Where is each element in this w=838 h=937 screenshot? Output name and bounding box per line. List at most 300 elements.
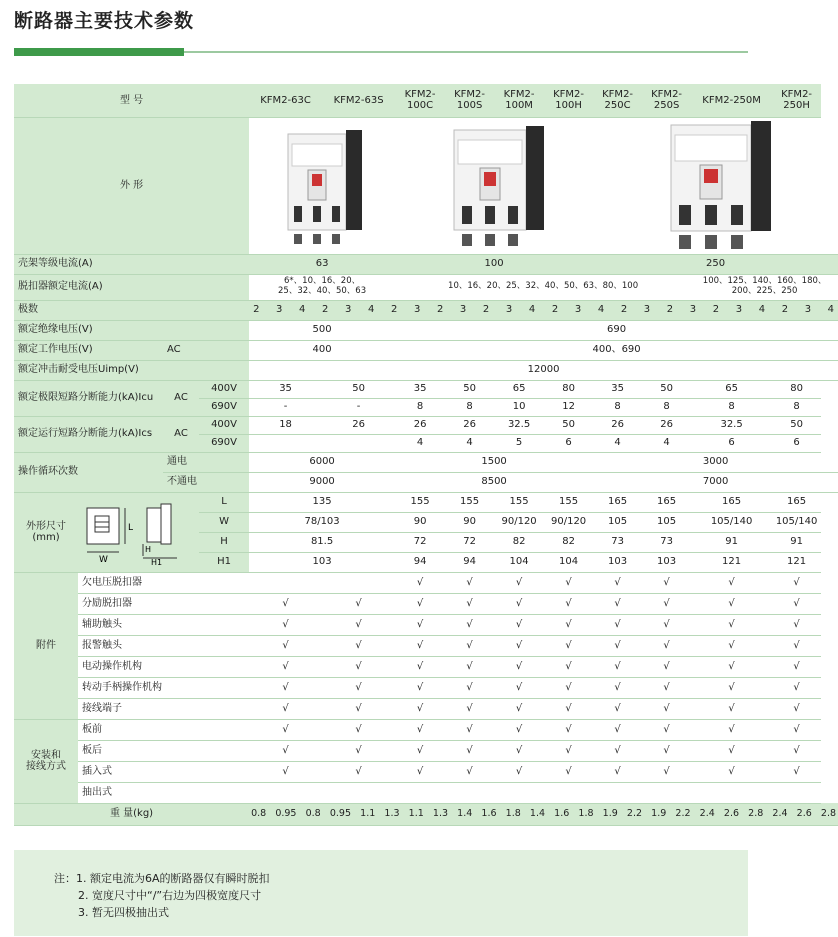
value-cell: 8 [593, 398, 642, 416]
check-mark: √ [395, 677, 445, 698]
value-cell: 12000 [249, 360, 838, 380]
value-cell: 50 [322, 380, 395, 398]
ics-label: 额定运行短路分断能力(kA)Ics [14, 416, 163, 452]
pole-value: 2 [253, 304, 260, 316]
check-mark: √ [249, 698, 322, 719]
check-mark: √ [445, 761, 494, 782]
check-mark: √ [691, 572, 772, 593]
value-cell: 690 [395, 320, 838, 340]
weight-value: 1.8 [578, 807, 594, 819]
check-mark: √ [445, 677, 494, 698]
value-cell: 155 [445, 492, 494, 512]
installation-group-label [14, 719, 78, 803]
check-mark: √ [544, 593, 593, 614]
dimensions-label [14, 492, 78, 572]
dim-w-mark: W [98, 555, 108, 565]
check-mark [395, 782, 445, 803]
poles-label: 极数 [14, 300, 249, 320]
check-mark: √ [691, 614, 772, 635]
check-mark: √ [544, 719, 593, 740]
check-mark [249, 572, 322, 593]
check-mark: √ [249, 719, 322, 740]
value-cell: 165 [691, 492, 772, 512]
pole-value: 3 [413, 304, 421, 316]
check-mark: √ [322, 677, 395, 698]
model-name: KFM2-250H [772, 84, 821, 117]
value-cell: 50 [445, 380, 494, 398]
weight-value: 1.6 [554, 807, 570, 819]
pole-value: 4 [597, 304, 605, 316]
page-title: 断路器主要技术参数 [14, 10, 195, 32]
check-mark: √ [322, 656, 395, 677]
impulse-voltage-row [14, 360, 838, 380]
voltage-label: 690V [199, 434, 249, 452]
accessory-row [14, 614, 838, 635]
check-mark: √ [772, 719, 821, 740]
dimensions-label-line1: 外形尺寸 [26, 520, 66, 532]
check-mark: √ [772, 614, 821, 635]
model-row [14, 84, 838, 117]
pole-value: 3 [276, 304, 283, 316]
model-name: KFM2-250M [691, 84, 772, 117]
check-mark: √ [445, 698, 494, 719]
value-cell: 6 [691, 434, 772, 452]
accessory-row [14, 635, 838, 656]
check-mark: √ [691, 698, 772, 719]
pole-value: 2 [666, 304, 674, 316]
check-mark: √ [593, 761, 642, 782]
check-mark: √ [691, 677, 772, 698]
value-cell: 9000 [249, 472, 395, 492]
model-name: KFM2-250S [642, 84, 691, 117]
value-cell: 90/120 [494, 512, 544, 532]
value-cell: 103 [642, 552, 691, 572]
weight-value: 2.2 [675, 807, 691, 819]
check-mark: √ [395, 635, 445, 656]
value-cell: 100、125、140、160、180、200、225、250 [691, 274, 838, 300]
value-cell: 165 [593, 492, 642, 512]
value-cell: 91 [691, 532, 772, 552]
check-mark: √ [544, 614, 593, 635]
check-mark: √ [544, 761, 593, 782]
value-cell: 8 [395, 398, 445, 416]
check-mark: √ [445, 656, 494, 677]
check-mark: √ [395, 614, 445, 635]
check-mark: √ [544, 656, 593, 677]
pole-value: 3 [735, 304, 743, 316]
check-mark: √ [494, 761, 544, 782]
weight-value: 1.1 [408, 807, 424, 819]
value-cell: 105 [593, 512, 642, 532]
weight-value: 1.3 [384, 807, 400, 819]
check-mark: √ [445, 614, 494, 635]
poles-row [14, 300, 838, 320]
value-cell: 1500 [395, 452, 593, 472]
icu-row-400 [14, 380, 838, 398]
ac-label: AC [163, 416, 199, 452]
pole-value: 2 [712, 304, 720, 316]
check-mark: √ [691, 593, 772, 614]
installation-row [14, 719, 838, 740]
pole-value: 2 [482, 304, 490, 316]
voltage-label: 400V [199, 380, 249, 398]
value-cell: 78/103 [249, 512, 395, 532]
check-mark: √ [494, 719, 544, 740]
pole-value: 3 [643, 304, 651, 316]
dim-key: W [199, 512, 249, 532]
pole-value: 3 [459, 304, 467, 316]
pole-value: 2 [781, 304, 789, 316]
value-cell: 26 [445, 416, 494, 434]
value-cell: 65 [691, 380, 772, 398]
check-mark: √ [249, 614, 322, 635]
weight-value: 1.1 [360, 807, 376, 819]
pole-value: 3 [574, 304, 582, 316]
cycles-row-on [14, 452, 838, 472]
check-mark: √ [642, 656, 691, 677]
pole-value: 2 [436, 304, 444, 316]
insulation-voltage-row [14, 320, 838, 340]
value-cell: 82 [544, 532, 593, 552]
check-mark: √ [322, 698, 395, 719]
accessory-item-label: 报警触头 [78, 635, 249, 656]
check-mark [445, 782, 494, 803]
check-mark: √ [544, 572, 593, 593]
weight-value: 1.4 [529, 807, 546, 819]
weight-value: 0.95 [329, 807, 352, 819]
model-name: KFM2-100H [544, 84, 593, 117]
value-cell: 105/140 [772, 512, 821, 532]
value-cell: 80 [772, 380, 821, 398]
working-voltage-row [14, 340, 838, 360]
value-cell: 12 [544, 398, 593, 416]
dimension-diagram-icon [81, 498, 197, 566]
value-cell: 400 [249, 340, 395, 360]
pole-value: 2 [551, 304, 559, 316]
note-1: 注：1. 额定电流为6A的断路器仅有瞬时脱扣 [54, 872, 270, 885]
value-cell: 103 [593, 552, 642, 572]
check-mark: √ [691, 740, 772, 761]
pole-value: 4 [758, 304, 766, 316]
value-cell: 94 [445, 552, 494, 572]
check-mark: √ [445, 635, 494, 656]
check-mark [249, 782, 322, 803]
model-label: 型 号 [14, 84, 249, 117]
installation-group-text: 接线方式 [26, 761, 66, 772]
poles-values [249, 300, 838, 320]
value-cell: 155 [395, 492, 445, 512]
check-mark [772, 782, 821, 803]
value-cell: 8500 [395, 472, 593, 492]
voltage-label: 690V [199, 398, 249, 416]
weight-value: 2.4 [699, 807, 715, 819]
check-mark: √ [593, 740, 642, 761]
value-cell: 121 [691, 552, 772, 572]
check-mark: √ [445, 572, 494, 593]
check-mark: √ [593, 677, 642, 698]
accessory-item-label: 辅助触头 [78, 614, 249, 635]
value-cell: 73 [593, 532, 642, 552]
weight-value: 1.6 [481, 807, 497, 819]
check-mark: √ [642, 677, 691, 698]
check-mark [322, 572, 395, 593]
icu-label: 额定极限短路分断能力(kA)Icu [14, 380, 163, 416]
value-cell: 104 [544, 552, 593, 572]
weight-value: 1.4 [457, 807, 473, 819]
dim-key: L [199, 492, 249, 512]
weight-value: 2.8 [820, 807, 837, 819]
value-cell: 7000 [593, 472, 838, 492]
frame-current-label: 壳架等级电流(A) [14, 254, 249, 274]
dim-key: H1 [199, 552, 249, 572]
check-mark: √ [445, 740, 494, 761]
value-cell [322, 434, 395, 452]
dimension-drawing [78, 492, 199, 572]
check-mark: √ [772, 761, 821, 782]
value-cell: 82 [494, 532, 544, 552]
impulse-voltage-label: 额定冲击耐受电压Uimp(V) [14, 360, 249, 380]
value-cell: 26 [642, 416, 691, 434]
value-cell: 90 [445, 512, 494, 532]
value-cell: 6 [544, 434, 593, 452]
accessory-item-label: 接线端子 [78, 698, 249, 719]
value-cell: 90 [395, 512, 445, 532]
check-mark: √ [395, 656, 445, 677]
check-mark: √ [544, 698, 593, 719]
accessory-item-label: 分励脱扣器 [78, 593, 249, 614]
installation-item-label: 板前 [78, 719, 249, 740]
check-mark: √ [494, 614, 544, 635]
breaker-63-image [274, 126, 370, 246]
value-cell: 250 [593, 254, 838, 274]
note-2: 2. 宽度尺寸中“/”右边为四极宽度尺寸 [78, 889, 262, 902]
frame-current-row [14, 254, 838, 274]
breaker-250-image [651, 121, 781, 251]
check-mark [494, 782, 544, 803]
check-mark: √ [494, 740, 544, 761]
pole-value: 4 [827, 304, 835, 316]
weight-value: 1.9 [602, 807, 618, 819]
check-mark: √ [322, 635, 395, 656]
check-mark: √ [772, 635, 821, 656]
value-cell: 8 [691, 398, 772, 416]
check-mark: √ [593, 719, 642, 740]
value-cell: 104 [494, 552, 544, 572]
value-cell: 8 [772, 398, 821, 416]
check-mark: √ [249, 740, 322, 761]
check-mark: √ [494, 698, 544, 719]
value-cell: - [322, 398, 395, 416]
weight-value: 2.8 [748, 807, 764, 819]
check-mark: √ [494, 656, 544, 677]
trip-current-row [14, 274, 838, 300]
accessory-row [14, 656, 838, 677]
check-mark [593, 782, 642, 803]
value-cell: 8 [445, 398, 494, 416]
value-cell: 35 [593, 380, 642, 398]
pole-value: 4 [299, 304, 306, 316]
pole-value: 2 [322, 304, 329, 316]
check-mark: √ [593, 572, 642, 593]
installation-item-label: 抽出式 [78, 782, 249, 803]
accessory-item-label: 欠电压脱扣器 [78, 572, 249, 593]
check-mark: √ [249, 593, 322, 614]
check-mark: √ [395, 593, 445, 614]
value-cell: 155 [494, 492, 544, 512]
pole-value: 2 [620, 304, 628, 316]
value-cell: 72 [395, 532, 445, 552]
value-cell: 26 [395, 416, 445, 434]
check-mark: √ [395, 572, 445, 593]
value-cell: 35 [249, 380, 322, 398]
model-name: KFM2-250C [593, 84, 642, 117]
installation-section [14, 719, 838, 803]
value-cell: 73 [642, 532, 691, 552]
dimensions-label-line2: (mm) [32, 532, 60, 543]
weight-label: 重 量(kg) [14, 803, 249, 825]
accessory-item-label: 电动操作机构 [78, 656, 249, 677]
check-mark: √ [593, 635, 642, 656]
value-cell: 94 [395, 552, 445, 572]
pole-value: 2 [390, 304, 398, 316]
cycles-on-label: 通电 [163, 452, 249, 472]
check-mark: √ [322, 719, 395, 740]
value-cell [249, 434, 322, 452]
check-mark: √ [249, 635, 322, 656]
weight-value: 0.95 [275, 807, 297, 819]
installation-item-label: 插入式 [78, 761, 249, 782]
breaker-image-250 [593, 117, 838, 254]
breaker-100-image [434, 124, 554, 248]
value-cell: 4 [642, 434, 691, 452]
check-mark: √ [691, 719, 772, 740]
check-mark: √ [322, 593, 395, 614]
value-cell: 400、690 [395, 340, 838, 360]
value-cell: 8 [642, 398, 691, 416]
accessory-group-label [14, 572, 78, 719]
breaker-image-63 [249, 117, 395, 254]
value-cell: 81.5 [249, 532, 395, 552]
weight-value: 1.9 [651, 807, 667, 819]
value-cell: 50 [772, 416, 821, 434]
check-mark: √ [544, 635, 593, 656]
value-cell: 63 [249, 254, 395, 274]
value-cell [249, 274, 395, 300]
value-cell: 6000 [249, 452, 395, 472]
value-cell: 4 [395, 434, 445, 452]
pole-value: 3 [345, 304, 352, 316]
check-mark [691, 782, 772, 803]
check-mark: √ [395, 761, 445, 782]
value-cell: 91 [772, 532, 821, 552]
ac-label: AC [163, 380, 199, 416]
weight-value: 2.6 [796, 807, 812, 819]
check-mark: √ [772, 572, 821, 593]
dim-h-mark: H [144, 545, 151, 554]
cycles-off-label: 不通电 [163, 472, 249, 492]
value-cell: 10、16、20、25、32、40、50、63、80、100 [395, 274, 691, 300]
insulation-voltage-label: 额定绝缘电压(V) [14, 320, 249, 340]
model-name: KFM2-63C [249, 84, 322, 117]
trip-current-label: 脱扣器额定电流(A) [14, 274, 249, 300]
weight-value: 2.2 [626, 807, 643, 819]
check-mark: √ [691, 761, 772, 782]
check-mark: √ [494, 593, 544, 614]
check-mark [642, 782, 691, 803]
value-cell: 72 [445, 532, 494, 552]
check-mark: √ [322, 614, 395, 635]
title-accent-bar [14, 48, 184, 56]
check-mark: √ [642, 761, 691, 782]
weight-value: 2.6 [723, 807, 740, 819]
check-mark: √ [772, 656, 821, 677]
value-cell: 10 [494, 398, 544, 416]
note-3: 3. 暂无四极抽出式 [78, 906, 169, 919]
pole-value: 4 [528, 304, 536, 316]
accessory-row [14, 593, 838, 614]
accessory-item-label: 转动手柄操作机构 [78, 677, 249, 698]
value-cell: 121 [772, 552, 821, 572]
value-cell: 155 [544, 492, 593, 512]
check-mark: √ [544, 740, 593, 761]
value-cell: 65 [494, 380, 544, 398]
check-mark: √ [322, 740, 395, 761]
weight-values [249, 803, 838, 825]
cycles-label: 操作循环次数 [14, 452, 163, 492]
check-mark: √ [642, 593, 691, 614]
voltage-label: 400V [199, 416, 249, 434]
check-mark: √ [772, 740, 821, 761]
breaker-image-100 [395, 117, 593, 254]
value-cell: 4 [445, 434, 494, 452]
check-mark: √ [772, 593, 821, 614]
pole-value: 4 [367, 304, 375, 316]
dim-l-mark: L [127, 523, 133, 533]
check-mark: √ [445, 719, 494, 740]
value-cell: 90/120 [544, 512, 593, 532]
value-cell: 500 [249, 320, 395, 340]
check-mark: √ [593, 614, 642, 635]
check-mark: √ [642, 698, 691, 719]
installation-item-label: 板后 [78, 740, 249, 761]
check-mark: √ [642, 614, 691, 635]
value-cell: 105 [642, 512, 691, 532]
notes-box [14, 850, 748, 936]
installation-group-text: 安装和 [31, 749, 61, 761]
pole-value: 3 [689, 304, 697, 316]
dim-row-L [14, 492, 838, 512]
check-mark: √ [249, 761, 322, 782]
check-mark: √ [642, 572, 691, 593]
value-cell: 32.5 [494, 416, 544, 434]
dim-key: H [199, 532, 249, 552]
title-divider [184, 51, 748, 53]
value-cell: 100 [395, 254, 593, 274]
value-cell: 18 [249, 416, 322, 434]
check-mark: √ [772, 677, 821, 698]
check-mark: √ [249, 656, 322, 677]
weight-value: 1.8 [505, 807, 521, 819]
check-mark: √ [544, 677, 593, 698]
value-cell: 165 [642, 492, 691, 512]
check-mark: √ [395, 719, 445, 740]
value-cell: 50 [544, 416, 593, 434]
weight-row [14, 803, 838, 825]
note-prefix: 注： [54, 872, 76, 885]
check-mark: √ [642, 740, 691, 761]
check-mark: √ [322, 761, 395, 782]
model-name: KFM2-100S [445, 84, 494, 117]
